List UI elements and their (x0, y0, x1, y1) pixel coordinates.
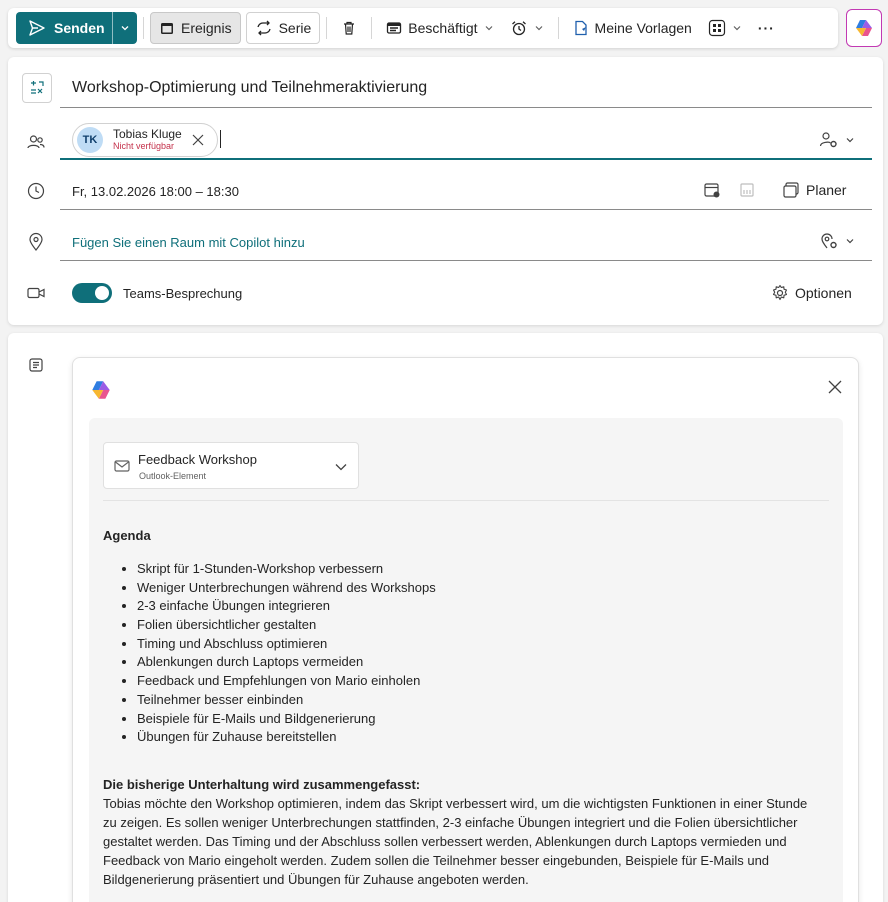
toolbar-divider (143, 17, 144, 39)
meeting-form (8, 57, 883, 325)
busy-label: Beschäftigt (408, 20, 478, 36)
chevron-down-icon (732, 23, 742, 33)
gear-icon (771, 284, 789, 302)
more-icon: ··· (757, 20, 775, 36)
list-item: • Skript für 1-Stunden-Workshop verbessern (137, 560, 436, 579)
people-icon (26, 132, 46, 152)
agenda-heading: Agenda (103, 528, 151, 543)
toggle-knob (95, 286, 109, 300)
category-icon (28, 79, 46, 97)
chevron-down-icon (334, 460, 348, 474)
delete-button[interactable] (333, 12, 365, 44)
send-options-chevron[interactable] (112, 12, 137, 44)
options-label: Optionen (795, 285, 852, 301)
attendee-underline (60, 158, 872, 160)
notes-icon (28, 357, 44, 373)
reference-title: Feedback Workshop (138, 452, 257, 467)
trash-icon (341, 20, 357, 36)
attendee-status: Nicht verfügbar (113, 141, 175, 151)
copilot-toolbar-button[interactable] (846, 9, 882, 47)
summary-text: Tobias möchte den Workshop optimieren, indem das Skript verbessert wird, um die wichtigsten Funktionen in einer Stunde zu zeigen. Es sollen weniger Unterbrechungen stattfinden, 2-3 einfache Übungen integriert und die Folien übersichtlicher gestaltet werden. Das Timing und der Abschluss sollen verbessert werden, Ablenkungen durch Laptops vermieden und Feedback von Mario eingeholt werden. Zudem sollen die Teilnehmer besser eingebunden, Beispiele für E-Mails und Bildgenerierung präsentiert und Übungen für Zuhause angeboten werden. (103, 796, 808, 887)
attendee-options-dropdown[interactable] (819, 131, 855, 149)
options-button[interactable] (771, 284, 852, 302)
toolbar-divider (558, 17, 559, 39)
chevron-down-icon (120, 23, 130, 33)
list-item: • Weniger Unterbrechungen während des Workshops (137, 579, 436, 598)
chevron-down-icon (534, 23, 544, 33)
planner-icon (782, 181, 800, 199)
series-label: Serie (278, 20, 312, 36)
list-item: • Übungen für Zuhause bereitstellen (137, 728, 436, 747)
mail-icon (114, 459, 130, 473)
meeting-datetime[interactable]: Fr, 13.02.2026 18:00 – 18:30 (72, 184, 239, 199)
copilot-icon (89, 378, 113, 402)
text-cursor (220, 130, 221, 148)
location-options-dropdown[interactable] (819, 232, 855, 250)
command-toolbar (8, 8, 838, 48)
calendar-check-button[interactable] (703, 181, 721, 199)
copilot-agenda-card (72, 357, 859, 902)
agenda-list (137, 560, 436, 747)
copilot-icon (853, 17, 875, 39)
toolbar-divider (371, 17, 372, 39)
alarm-clock-icon (510, 20, 528, 36)
apps-grid-icon (708, 19, 726, 37)
remove-attendee-icon[interactable] (192, 134, 204, 146)
list-item: • Folien übersichtlicher gestalten (137, 616, 436, 635)
repeat-icon (255, 20, 273, 36)
reminder-dropdown[interactable] (502, 12, 552, 44)
planner-label: Planer (806, 182, 847, 198)
series-button[interactable] (246, 12, 321, 44)
copilot-content (89, 418, 843, 902)
reference-item-dropdown[interactable] (103, 442, 359, 489)
event-button[interactable] (150, 12, 241, 44)
list-item: • Beispiele für E-Mails und Bildgenerierung (137, 710, 436, 729)
add-room-copilot-link[interactable]: Fügen Sie einen Raum mit Copilot hinzu (72, 235, 305, 250)
chevron-down-icon (484, 23, 494, 33)
room-icon (739, 181, 757, 199)
close-icon[interactable] (828, 380, 842, 394)
send-icon (28, 19, 46, 37)
clock-icon (26, 181, 46, 201)
teams-meeting-label: Teams-Besprechung (123, 286, 243, 301)
list-item: • Feedback und Empfehlungen von Mario einholen (137, 672, 436, 691)
list-item: • Timing und Abschluss optimieren (137, 635, 436, 654)
divider (103, 500, 829, 501)
chevron-down-icon (845, 236, 855, 246)
busy-status-dropdown[interactable] (378, 12, 501, 44)
status-calendar-icon (386, 20, 402, 36)
calendar-person-icon (703, 181, 721, 199)
template-icon (573, 20, 589, 36)
room-finder-button (739, 181, 757, 199)
planner-button[interactable] (782, 181, 846, 199)
attendee-chip[interactable] (72, 123, 218, 157)
location-settings-icon (819, 232, 839, 250)
attendee-name: Tobias Kluge (113, 127, 182, 141)
my-templates-button[interactable] (565, 12, 700, 44)
list-item: • Ablenkungen durch Laptops vermeiden (137, 653, 436, 672)
send-button[interactable] (16, 12, 112, 44)
category-button[interactable] (22, 73, 52, 103)
calendar-icon (159, 20, 175, 36)
summary-heading: Die bisherige Unterhaltung wird zusammengefasst: (103, 777, 421, 792)
list-item: • Teilnehmer besser einbinden (137, 691, 436, 710)
meeting-body (8, 333, 883, 902)
avatar: TK (77, 127, 103, 153)
toolbar-divider (326, 17, 327, 39)
send-split-button (16, 12, 137, 44)
datetime-underline (60, 209, 872, 210)
teams-meeting-toggle[interactable] (72, 283, 112, 303)
apps-dropdown[interactable] (700, 12, 750, 44)
meeting-title-input[interactable]: Workshop-Optimierung und Teilnehmeraktivierung (72, 79, 428, 96)
chevron-down-icon (845, 135, 855, 145)
event-label: Ereignis (181, 20, 232, 36)
more-options-button[interactable] (750, 12, 783, 44)
people-settings-icon (819, 131, 839, 149)
list-item: • 2-3 einfache Übungen integrieren (137, 597, 436, 616)
location-underline (60, 260, 872, 261)
video-camera-icon (26, 283, 46, 303)
title-underline (60, 107, 872, 108)
reference-subtitle: Outlook-Element (139, 471, 207, 481)
templates-label: Meine Vorlagen (594, 20, 692, 36)
location-icon (26, 232, 46, 252)
send-label: Senden (54, 20, 105, 36)
